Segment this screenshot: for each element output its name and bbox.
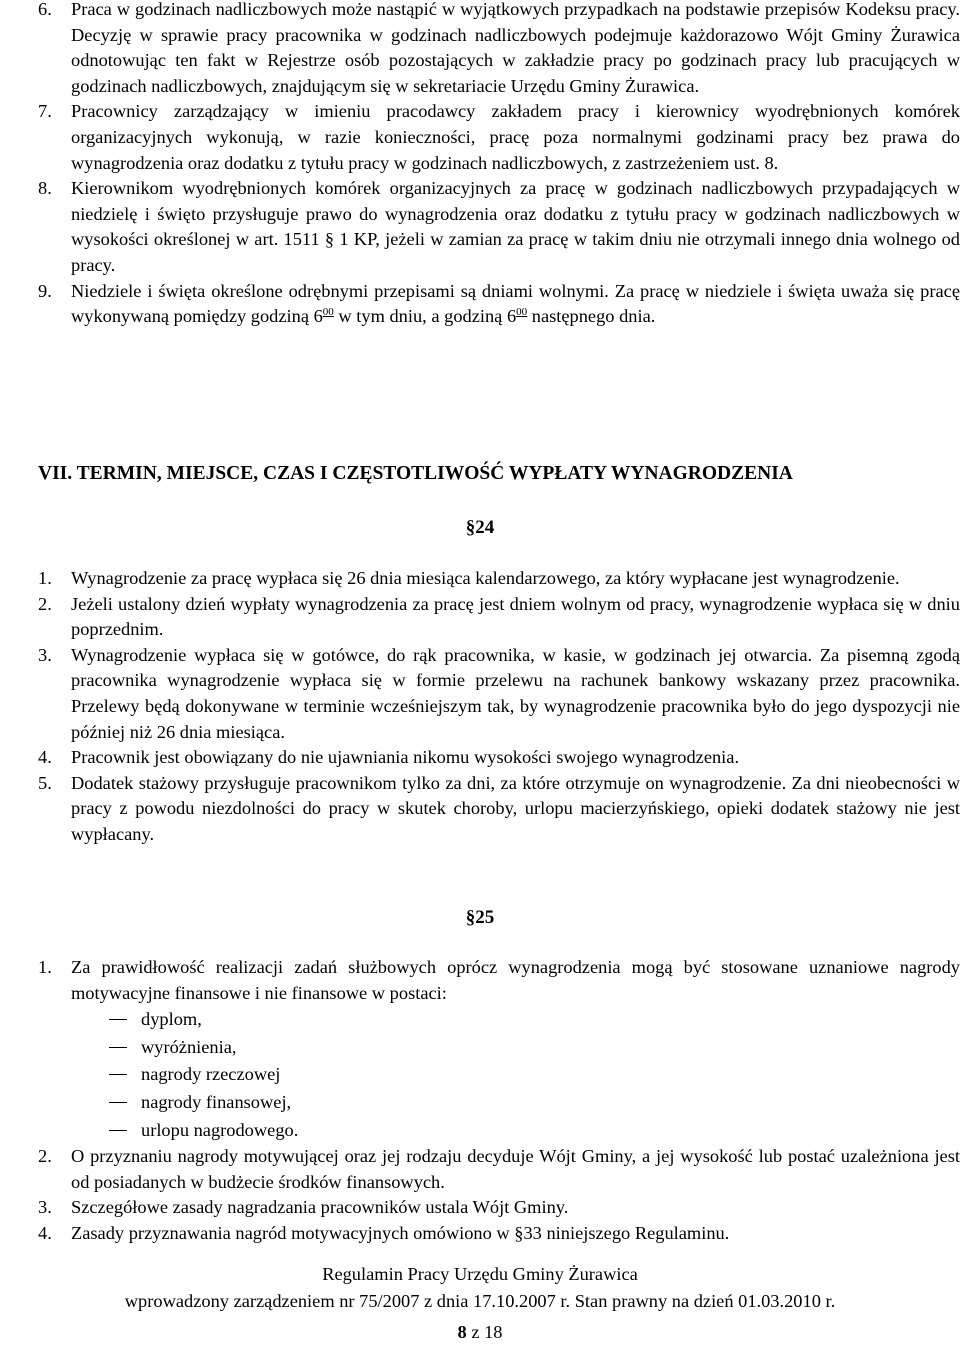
dash-bullet (109, 1047, 127, 1048)
item-text: Szczegółowe zasady nagradzania pracowników ustala Wójt Gminy. (71, 1197, 569, 1218)
item-number: 1. (38, 957, 52, 977)
item-number: 1. (38, 568, 52, 588)
item-number: 6. (38, 0, 52, 19)
item-text: w tym dniu, a godziną 6 (333, 306, 517, 327)
award-form: nagrody rzeczowej (141, 1064, 281, 1085)
list-item (38, 99, 960, 176)
list-item (38, 279, 960, 330)
list-item (38, 1195, 960, 1221)
item-text: Kierownikom wyodrębnionych komórek organizacyjnych za pracę w godzinach nadliczbowych przypadających w niedzielę i święto przysługuje prawo do wynagrodzenia oraz dodatku z tytułu pracy w godzinach nadliczbowych w wysokości określonej w art. 1511 § 1 KP, jeżeli w zamian za pracę w takim dniu nie otrzymali innego dnia wolnego od pracy. (71, 178, 960, 275)
award-form: urlopu nagrodowego. (141, 1119, 299, 1140)
list-item (71, 1034, 960, 1062)
superscript-minutes: 00 (516, 306, 528, 319)
item-text: Jeżeli ustalony dzień wypłaty wynagrodzenia za pracę jest dniem wolnym od pracy, wynagrodzenie wypłaca się w dniu poprzednim. (71, 593, 960, 640)
page-current: 8 (457, 1322, 467, 1342)
list-item (38, 176, 960, 278)
item-text: Pracownik jest obowiązany do nie ujawniania nikomu wysokości swojego wynagrodzenia. (71, 747, 740, 768)
item-text: Praca w godzinach nadliczbowych może nastąpić w wyjątkowych przypadkach na podstawie przepisów Kodeksu pracy. Decyzję w sprawie pracy pracownika w godzinach nadliczbowych podejmuje każdorazowo Wójt Gminy Żurawica odnotowując ten fakt w Rejestrze osób pozostających w zakładzie pracy po godzinach pracy lub pracujących w godzinach nadliczbowych, znajdującym się w sekretariacie Urzędu Gminy Żurawica. (71, 0, 960, 96)
list-item (38, 566, 960, 592)
list-item (38, 1144, 960, 1195)
award-form: wyróżnienia, (141, 1036, 237, 1057)
list-item (38, 0, 960, 99)
page-separator: z (466, 1322, 485, 1342)
item-text: Dodatek stażowy przysługuje pracownikom tylko za dni, za które otrzymuje on wynagrodzenie. Za dni nieobecności w pracy z powodu niezdolności do pracy w skutek choroby, urlopu macierzyńskiego, opieki dodatek stażowy nie jest wypłacany. (71, 772, 960, 844)
superscript-minutes: 00 (322, 306, 334, 319)
list-item (38, 771, 960, 848)
item-number: 3. (38, 1197, 52, 1218)
section-24-list (38, 566, 960, 848)
item-number: 4. (38, 747, 52, 768)
item-text: Zasady przyznawania nagród motywacyjnych omówiono w §33 niniejszego Regulaminu. (71, 1222, 730, 1243)
award-form: dyplom, (141, 1009, 202, 1030)
item-number: 5. (38, 772, 52, 793)
list-item (71, 1117, 960, 1145)
chapter-heading: VII. TERMIN, MIEJSCE, CZAS I CZĘSTOTLIWOŚĆ WYPŁATY WYNAGRODZENIA (38, 463, 793, 484)
item-text: Niedziele i święta określone odrębnymi przepisami są dniami wolnymi. Za pracę w niedziele i święta uważa się pracę wykonywaną pomiędzy godziną 6 (71, 280, 960, 327)
page-number (0, 1320, 960, 1346)
list-item (71, 1006, 960, 1034)
award-forms-list (71, 1006, 960, 1144)
item-text: Za prawidłowość realizacji zadań służbowych oprócz wynagrodzenia mogą być stosowane uznaniowe nagrody motywacyjne finansowe i nie finansowe w postaci: (71, 957, 960, 1003)
item-number: 2. (38, 1146, 52, 1167)
dash-bullet (109, 1102, 127, 1103)
item-text: O przyznaniu nagrody motywującej oraz jej rodzaju decyduje Wójt Gminy, a jej wysokość lub postać uzależniona jest od posiadanych w budżecie środków finansowych. (71, 1146, 960, 1192)
list-item (71, 1089, 960, 1117)
item-number: 7. (38, 101, 52, 122)
dash-bullet (109, 1074, 127, 1075)
list-item (38, 592, 960, 643)
item-number: 4. (38, 1222, 52, 1243)
list-item (38, 955, 960, 1144)
item-text: Wynagrodzenie wypłaca się w gotówce, do rąk pracownika, w kasie, w godzinach jej otwarcia. Za pisemną zgodą pracownika wynagrodzenie wypłaca się w formie przelewu na rachunek bankowy wskazany przez pracownika. Przelewy będą dokonywane w terminie wcześniejszym tak, by wynagrodzenie pracownika było do jego dyspozycji nie później niż 26 dnia miesiąca. (71, 644, 960, 742)
item-text: Wynagrodzenie za pracę wypłaca się 26 dnia miesiąca kalendarzowego, za który wypłacane jest wynagrodzenie. (71, 568, 900, 588)
dash-bullet (109, 1130, 127, 1131)
list-item (38, 745, 960, 771)
footer-title: Regulamin Pracy Urzędu Gminy Żurawica (322, 1264, 638, 1284)
item-number: 9. (38, 280, 52, 301)
item-text: następnego dnia. (527, 306, 656, 327)
list-item (38, 643, 960, 745)
section-24-title: §24 (465, 517, 495, 538)
list-item (38, 1221, 960, 1247)
section-25-title: §25 (465, 907, 495, 928)
overtime-list (38, 0, 960, 330)
award-form: nagrody finansowej, (141, 1091, 292, 1112)
page-total: 18 (484, 1322, 503, 1342)
list-item (71, 1061, 960, 1089)
section-25-list (38, 955, 960, 1247)
item-number: 3. (38, 644, 52, 665)
item-text: Pracownicy zarządzający w imieniu pracodawcy zakładem pracy i kierownicy wyodrębnionych komórek organizacyjnych wykonują, w razie konieczności, pracę poza normalnymi godzinami pracy bez prawa do wynagrodzenia oraz dodatku z tytułu pracy w godzinach nadliczbowych, z zastrzeżeniem ust. 8. (71, 101, 960, 173)
dash-bullet (109, 1019, 127, 1020)
item-number: 2. (38, 593, 52, 614)
item-number: 8. (38, 178, 52, 199)
footer-legal-note: wprowadzony zarządzeniem nr 75/2007 z dnia 17.10.2007 r. Stan prawny na dzień 01.03.2010 r. (124, 1291, 836, 1311)
